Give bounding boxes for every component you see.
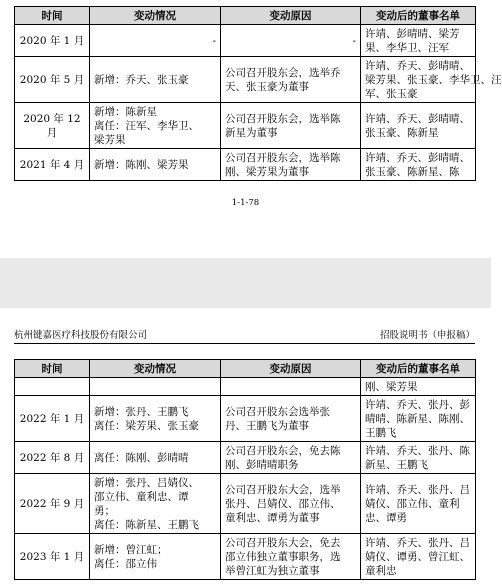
table-row — [15, 442, 476, 474]
table-row — [15, 534, 476, 580]
cell-line: 公司召开股东大会，选举 — [225, 483, 341, 496]
cell-line: 新星、王鹏飞 — [365, 458, 428, 471]
cell-reason — [221, 534, 361, 580]
cell-line: 离任：邵立伟 — [94, 557, 157, 570]
cell-line: 军、张玉豪 — [365, 87, 418, 100]
cell-line: 刚、梁芳果 — [365, 380, 418, 393]
cell-line: 许靖、乔天、彭晴晴、 — [365, 151, 470, 164]
cell-line: 新增：张丹、吕婧仪、 — [94, 476, 199, 489]
cell-line: - — [212, 34, 216, 47]
cell-line: 新增：陈新星 — [94, 105, 157, 118]
cell-change — [90, 378, 221, 396]
cell-line: 张玉豪、陈新星 — [365, 126, 439, 139]
cell-line: 许靖、乔天、张丹、彭 — [365, 398, 470, 411]
cell-directors — [361, 396, 476, 442]
page-1 — [0, 0, 502, 258]
cell-line: 公司召开股东会，选举陈 — [225, 151, 341, 164]
cell-line: 许靖、乔天、张丹、吕 — [365, 483, 470, 496]
cell-line: 童利忠、谭勇为董事 — [225, 511, 320, 524]
cell-line: 公司召开股东会，免去陈 — [225, 444, 341, 457]
cell-line: 举曾江虹为独立董事 — [225, 564, 320, 577]
cell-reason — [221, 103, 361, 149]
cell-line: 公司召开股东会选举张 — [225, 405, 330, 418]
cell-reason — [221, 378, 361, 396]
cell-line: 张玉豪、陈新星、陈 — [365, 165, 460, 178]
cell-line: 公司召开股东会，选举乔 — [225, 66, 341, 79]
header-directors: 变动后的董事名单 — [361, 360, 476, 378]
page-2 — [0, 308, 491, 585]
cell-directors — [361, 25, 476, 57]
table-header-row — [15, 7, 476, 25]
cell-line: 梁芳果、张玉豪、李华卫、汪 — [365, 73, 502, 86]
cell-time: 2023 年 1 月 — [15, 534, 90, 580]
cell-reason — [221, 474, 361, 534]
cell-time: 2022 年 1 月 — [15, 396, 90, 442]
cell-change — [90, 474, 221, 534]
cell-line: 忠、谭勇 — [365, 511, 407, 524]
cell-directors — [361, 378, 476, 396]
cell-line: 许靖、乔天、彭晴晴、 — [365, 59, 470, 72]
cell-line: 婧仪、邵立伟、童利 — [365, 497, 460, 510]
cell-directors — [361, 474, 476, 534]
cell-line: 邵立伟独立董事职务，选 — [225, 550, 341, 563]
cell-line: 许靖、乔天、张丹、陈 — [365, 444, 470, 457]
cell-line: - — [352, 34, 356, 47]
cell-line: 梁芳果 — [94, 133, 126, 146]
cell-directors — [361, 442, 476, 474]
cell-time: 2020 年 5 月 — [15, 57, 90, 103]
cell-change — [90, 25, 221, 57]
cell-change — [90, 442, 221, 474]
cell-time — [15, 378, 90, 396]
cell-change — [90, 396, 221, 442]
cell-line: 新增：曾江虹； — [94, 543, 168, 556]
table-row — [15, 474, 476, 534]
cell-line: 离任：陈刚、彭晴晴 — [94, 451, 189, 464]
cell-reason — [221, 442, 361, 474]
cell-directors — [361, 149, 476, 181]
cell-time: 2020 年 12 月 — [15, 103, 90, 149]
cell-line: 新增：乔天、张玉豪 — [94, 73, 189, 86]
cell-line: 晴晴、陈新星、陈刚、 — [365, 412, 470, 425]
table-header-row — [15, 360, 476, 378]
header-change: 变动情况 — [90, 7, 221, 25]
header-directors: 变动后的董事名单 — [361, 7, 476, 25]
header-reason: 变动原因 — [221, 360, 361, 378]
cell-directors — [361, 57, 502, 103]
cell-time: 2022 年 9 月 — [15, 474, 90, 534]
cell-change — [90, 149, 221, 181]
page-gap — [0, 258, 491, 308]
cell-line: 公司召开股东大会，免去 — [225, 536, 341, 549]
cell-line: 勇； — [94, 504, 115, 517]
cell-line: 新星为董事 — [225, 126, 278, 139]
cell-change — [90, 57, 221, 103]
table-row — [15, 149, 476, 181]
table-row — [15, 378, 476, 396]
cell-line: 张丹、吕婧仪、邵立伟、 — [225, 497, 341, 510]
cell-line: 离任：梁芳果、张玉豪 — [94, 419, 199, 432]
cell-reason — [221, 25, 361, 57]
cell-reason — [221, 149, 361, 181]
cell-change — [90, 103, 221, 149]
cell-line: 离任：汪军、李华卫、 — [94, 119, 199, 132]
header-reason: 变动原因 — [221, 7, 361, 25]
header-divider — [14, 343, 475, 344]
cell-line: 许靖、彭晴晴、梁芳 — [365, 27, 460, 40]
cell-line: 果、李华卫、汪军 — [365, 41, 449, 54]
cell-line: 刚、彭晴晴职务 — [225, 458, 299, 471]
cell-directors — [361, 103, 476, 149]
cell-line: 许靖、乔天、张丹、吕 — [365, 536, 470, 549]
cell-line: 公司召开股东会，选举陈 — [225, 112, 341, 125]
header-time: 时间 — [15, 360, 90, 378]
table-row — [15, 396, 476, 442]
cell-line: 王鹏飞 — [365, 426, 397, 439]
cell-directors — [361, 534, 476, 580]
table-row — [15, 103, 476, 149]
cell-time: 2022 年 8 月 — [15, 442, 90, 474]
table-row — [15, 57, 476, 103]
page-number: 1-1-78 — [231, 198, 260, 208]
document-title: 招股说明书（申报稿） — [379, 330, 475, 341]
cell-reason — [221, 57, 361, 103]
cell-time: 2021 年 4 月 — [15, 149, 90, 181]
header-change: 变动情况 — [90, 360, 221, 378]
cell-line: 丹、王鹏飞为董事 — [225, 419, 309, 432]
cell-line: 离任：陈新星、王鹏飞 — [94, 518, 199, 531]
cell-reason — [221, 396, 361, 442]
cell-line: 邵立伟、童利忠、谭 — [94, 490, 189, 503]
cell-line: 婧仪、谭勇、曾江虹、 — [365, 550, 470, 563]
table-row — [15, 25, 476, 57]
director-change-table-page1 — [14, 6, 502, 181]
cell-line: 新增：张丹、王鹏飞 — [94, 405, 189, 418]
director-change-table-page2 — [14, 359, 476, 580]
cell-line: 童利忠 — [365, 564, 397, 577]
cell-line: 许靖、乔天、彭晴晴、 — [365, 112, 470, 125]
header-time: 时间 — [15, 7, 90, 25]
cell-line: 新增：陈刚、梁芳果 — [94, 158, 189, 171]
cell-time: 2020 年 1 月 — [15, 25, 90, 57]
cell-line: 刚、梁芳果为董事 — [225, 165, 309, 178]
company-name: 杭州键嘉医疗科技股份有限公司 — [14, 330, 148, 341]
cell-change — [90, 534, 221, 580]
cell-line: 天、张玉豪为董事 — [225, 80, 309, 93]
